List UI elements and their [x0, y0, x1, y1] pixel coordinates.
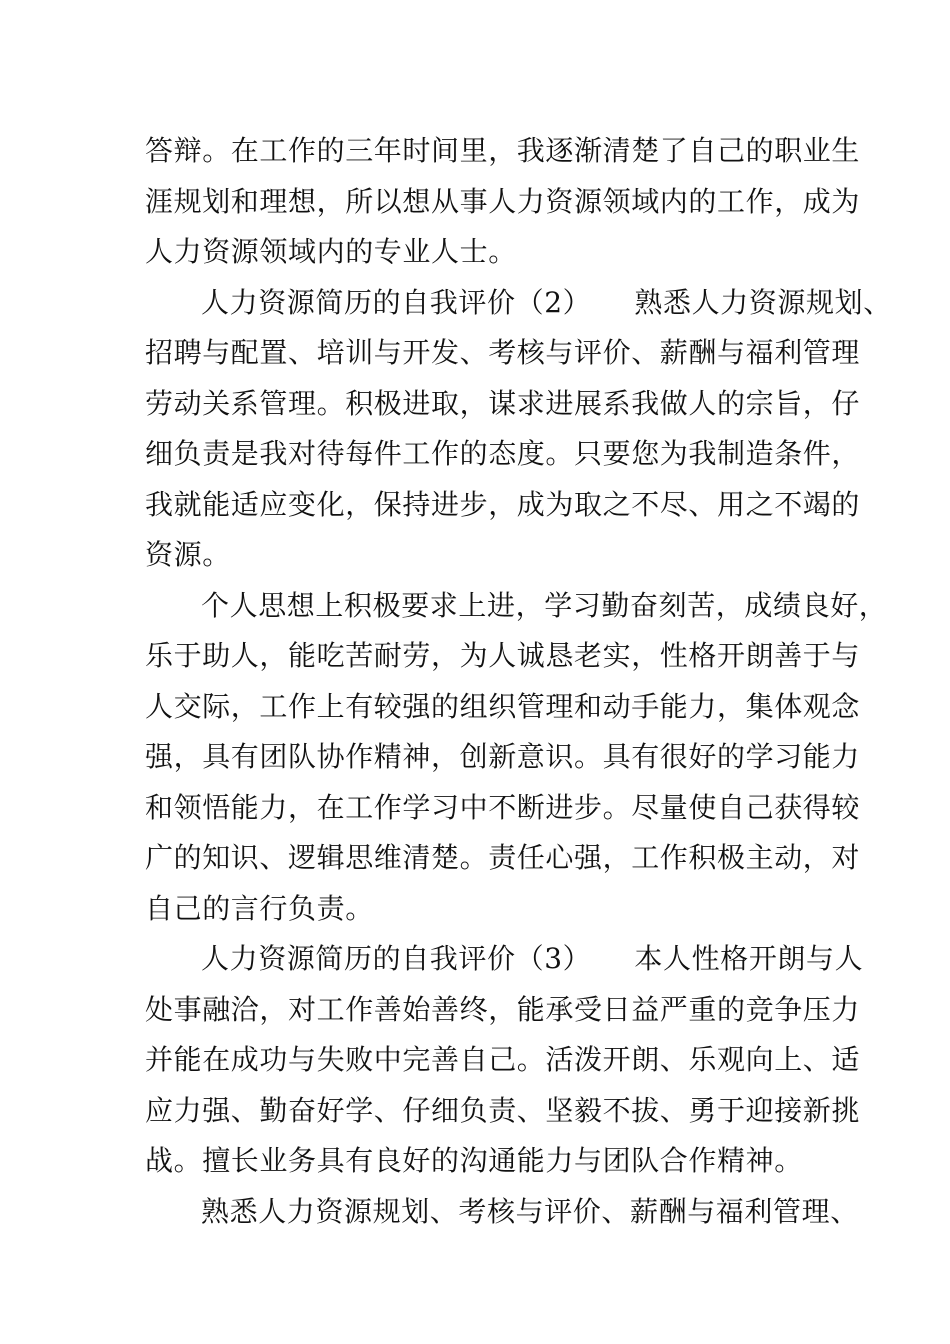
text-line: 并能在成功与失败中完善自己。活泼开朗、乐观向上、适	[145, 1043, 861, 1076]
paragraph-start-line: 个人思想上积极要求上进，学习勤奋刻苦，成绩良好，	[201, 588, 888, 622]
text-line: 强，具有团队协作精神，创新意识。具有很好的学习能力	[145, 740, 861, 773]
text-line: 人力资源领域内的专业人士。	[145, 235, 517, 268]
document-body	[145, 126, 892, 1237]
text-line: 资源。	[145, 538, 231, 571]
text-line: 广的知识、逻辑思维清楚。责任心强，工作积极主动，对	[145, 841, 861, 874]
section-heading-line: 人力资源简历的自我评价（2） 熟悉人力资源规划、	[201, 285, 892, 319]
text-line: 应力强、勤奋好学、仔细负责、坚毅不拔、勇于迎接新挑	[145, 1093, 861, 1127]
text-line: 乐于助人，能吃苦耐劳，为人诚恳老实，性格开朗善于与	[145, 639, 861, 672]
text-line: 战。擅长业务具有良好的沟通能力与团队合作精神。	[145, 1144, 803, 1177]
text-line: 处事融洽，对工作善始善终，能承受日益严重的竞争压力	[145, 992, 861, 1026]
text-line: 劳动关系管理。积极进取，谋求进展系我做人的宗旨，仔	[145, 386, 861, 420]
text-line: 人交际，工作上有较强的组织管理和动手能力，集体观念	[145, 689, 861, 723]
section-heading-line: 人力资源简历的自我评价（3） 本人性格开朗与人	[201, 942, 864, 975]
text-line: 自己的言行负责。	[145, 891, 374, 925]
text-line: 涯规划和理想，所以想从事人力资源领域内的工作，成为	[145, 184, 861, 218]
text-line: 招聘与配置、培训与开发、考核与评价、薪酬与福利管理	[145, 336, 861, 369]
text-line: 答辩。在工作的三年时间里，我逐渐清楚了自己的职业生	[145, 134, 861, 167]
text-line: 我就能适应变化，保持进步，成为取之不尽、用之不竭的	[145, 487, 861, 521]
paragraph-start-line: 熟悉人力资源规划、考核与评价、薪酬与福利管理、	[201, 1194, 859, 1228]
text-line: 细负责是我对待每件工作的态度。只要您为我制造条件，	[145, 437, 861, 470]
text-line: 和领悟能力，在工作学习中不断进步。尽量使自己获得较	[145, 790, 861, 824]
